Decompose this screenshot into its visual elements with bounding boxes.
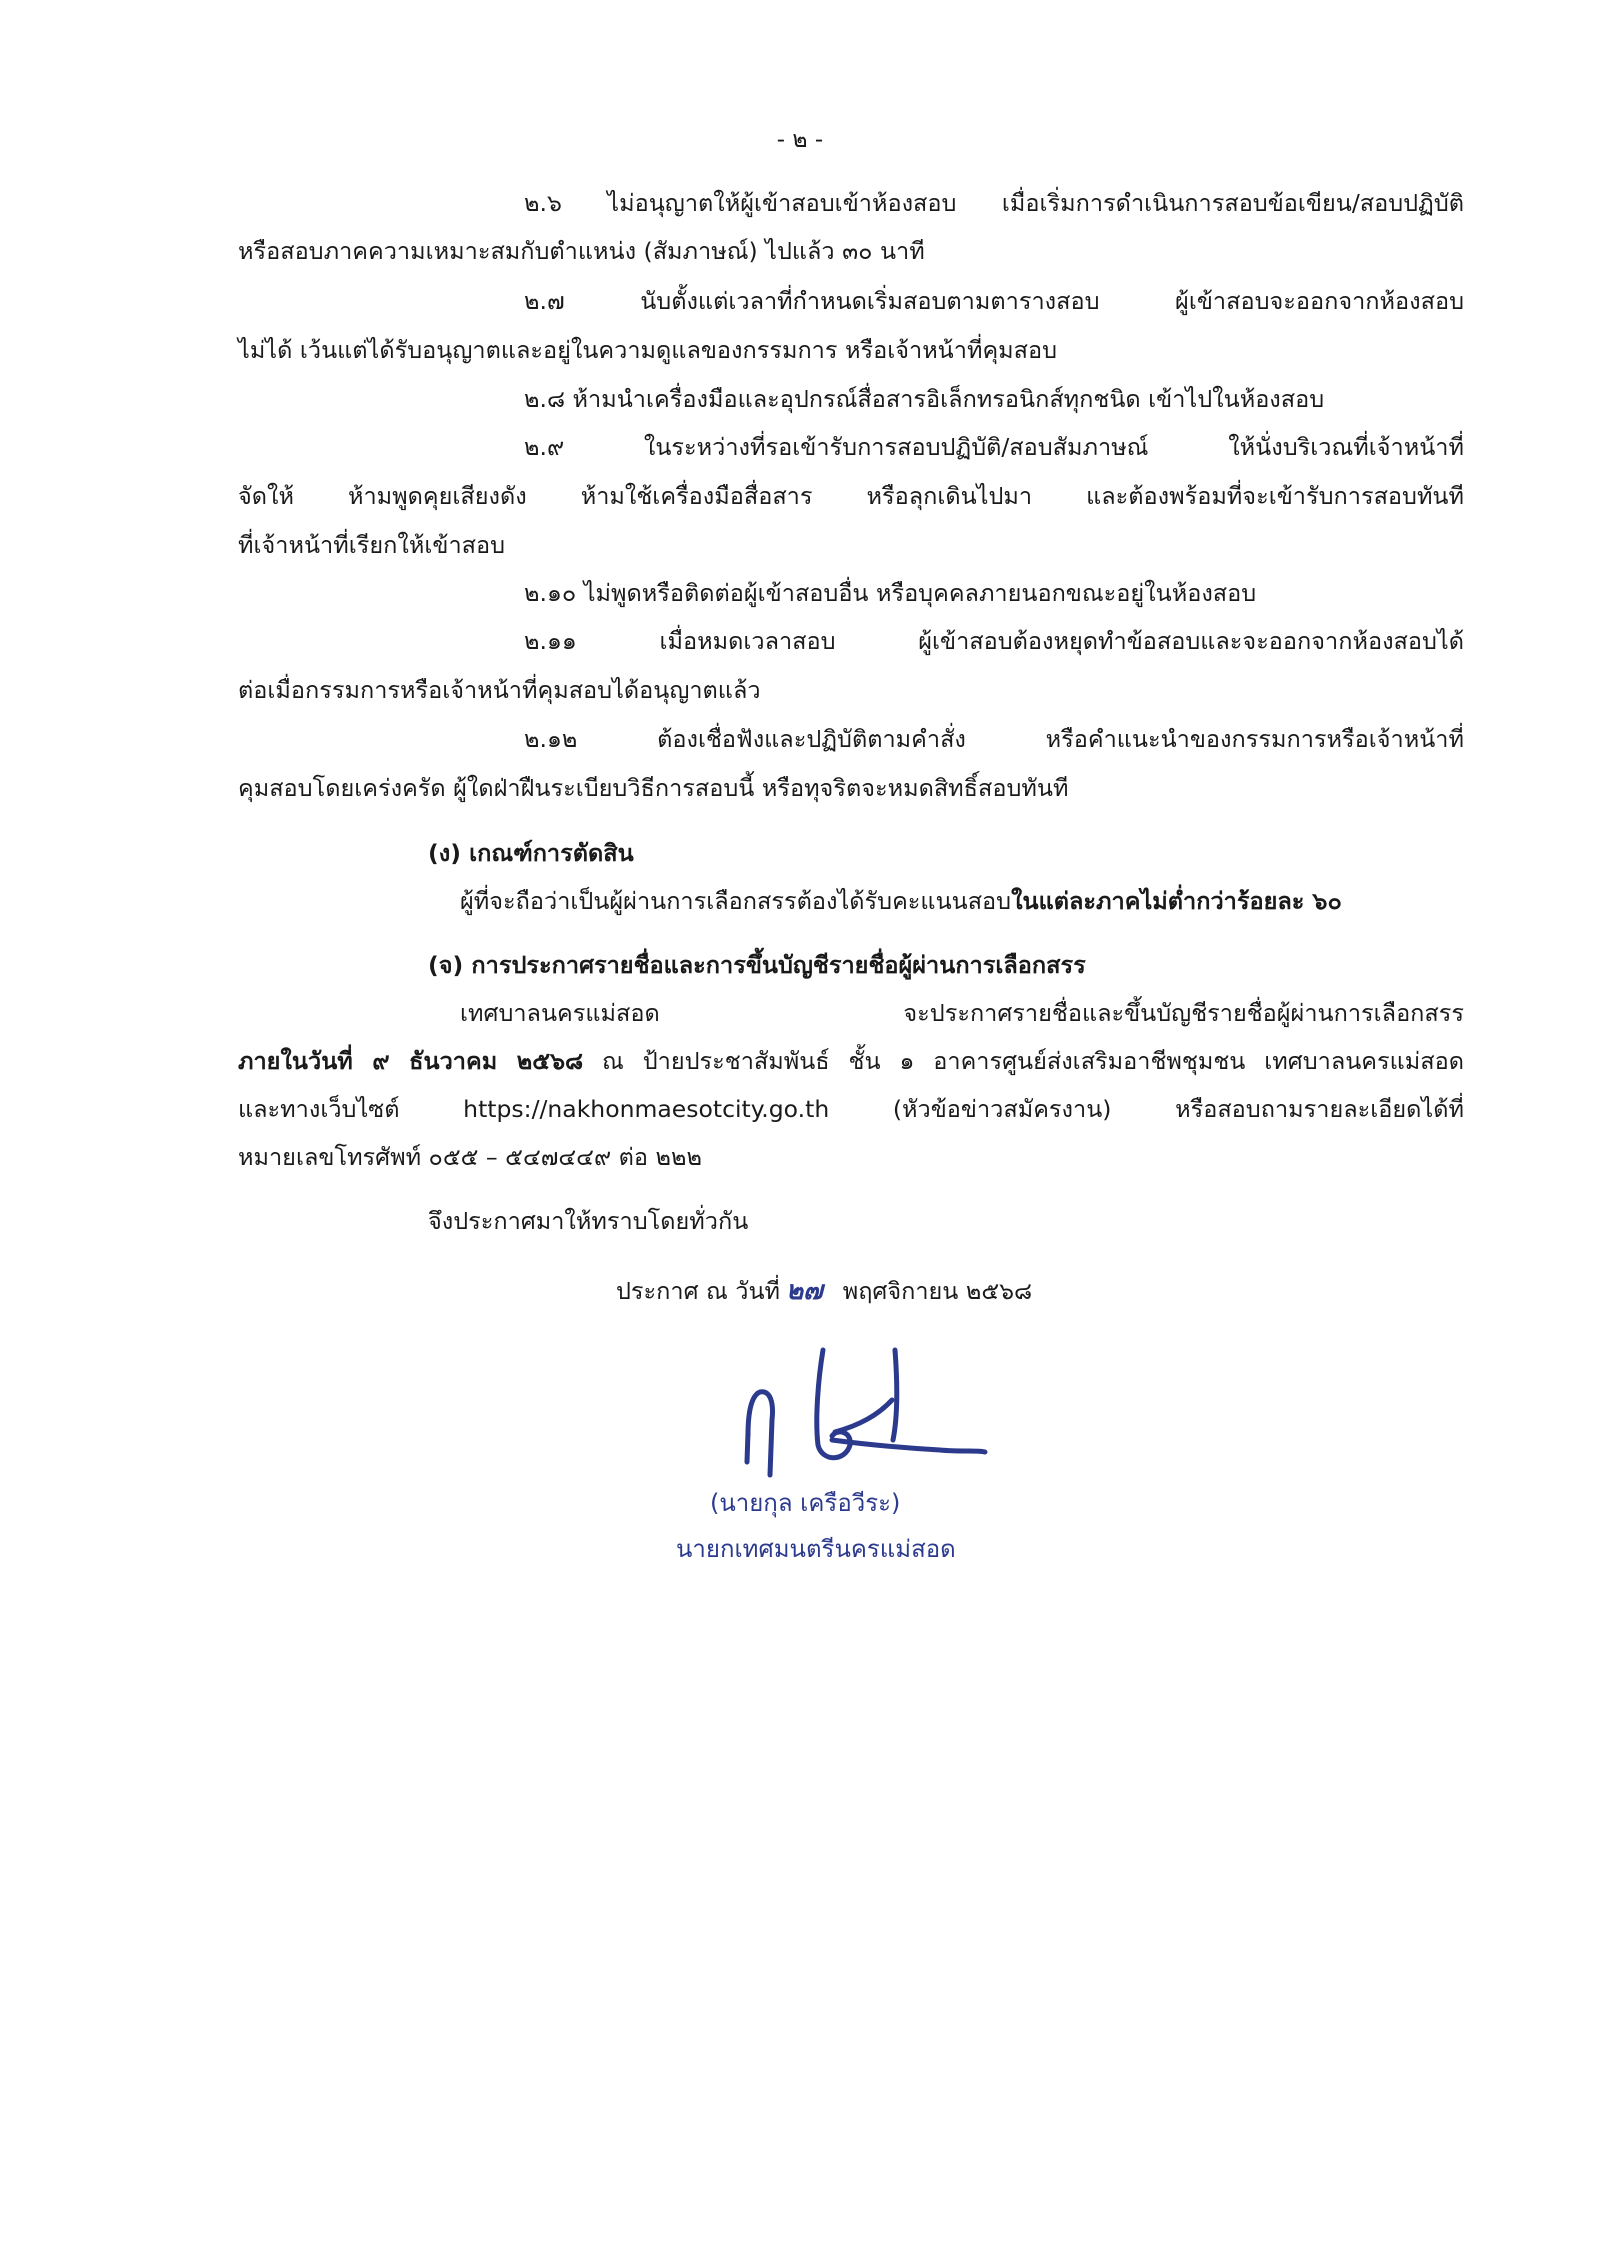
rule-2-11-line-2: ต่อเมื่อกรรมการหรือเจ้าหน้าที่คุมสอบได้อนุญาตแล้ว [238,676,761,704]
section-jo-line-4: หมายเลขโทรศัพท์ ๐๕๕ – ๕๔๗๔๔๙ ต่อ ๒๒๒ [238,1143,702,1171]
section-ng-text-plain: ผู้ที่จะถือว่าเป็นผู้ผ่านการเลือกสรรต้องได้รับคะแนนสอบ [460,887,1012,915]
section-jo-line-3: และทางเว็บไซต์ https://nakhonmaesotcity.go.th (หัวข้อข่าวสมัครงาน) หรือสอบถามรายละเอียดได้ที่ [238,1095,1464,1123]
rule-2-12-line-2: คุมสอบโดยเคร่งครัด ผู้ใดฝ่าฝืนระเบียบวิธีการสอบนี้ หรือทุจริตจะหมดสิทธิ์สอบทันที [238,774,1069,802]
announce-month-year: พฤศจิกายน ๒๕๖๘ [842,1277,1033,1305]
announce-day-handwritten: ๒๗ [786,1276,823,1306]
rule-2-7-line-1: ๒.๗ นับตั้งแต่เวลาที่กำหนดเริ่มสอบตามตารางสอบ ผู้เข้าสอบจะออกจากห้องสอบ [524,287,1464,315]
section-jo-line-1: เทศบาลนครแม่สอด จะประกาศรายชื่อและขึ้นบัญชีรายชื่อผู้ผ่านการเลือกสรร [460,999,1464,1027]
signer-title: นายกเทศมนตรีนครแม่สอด [676,1535,956,1563]
rule-2-10-line-1: ๒.๑๐ ไม่พูดหรือติดต่อผู้เข้าสอบอื่น หรือบุคคลภายนอกขณะอยู่ในห้องสอบ [524,579,1257,607]
rule-2-9-line-3: ที่เจ้าหน้าที่เรียกให้เข้าสอบ [238,531,506,559]
page-number: - ๒ - [776,127,824,153]
section-jo-date-bold: ภายในวันที่ ๙ ธันวาคม ๒๕๖๘ [238,1047,584,1075]
rule-2-6-line-1: ๒.๖ ไม่อนุญาตให้ผู้เข้าสอบเข้าห้องสอบ เมื่อเริ่มการดำเนินการสอบข้อเขียน/สอบปฏิบัติ [524,189,1464,217]
rule-2-7-line-2: ไม่ได้ เว้นแต่ได้รับอนุญาตและอยู่ในความดูแลของกรรมการ หรือเจ้าหน้าที่คุมสอบ [238,336,1058,364]
section-jo-line-2-rest: ณ ป้ายประชาสัมพันธ์ ชั้น ๑ อาคารศูนย์ส่งเสริมอาชีพชุมชน เทศบาลนครแม่สอด [583,1047,1464,1075]
section-jo-heading: (จ) การประกาศรายชื่อและการขึ้นบัญชีรายชื่อผู้ผ่านการเลือกสรร [428,951,1086,979]
rule-2-12-line-1: ๒.๑๒ ต้องเชื่อฟังและปฏิบัติตามคำสั่ง หรือคำแนะนำของกรรมการหรือเจ้าหน้าที่ [524,725,1464,753]
closing-statement: จึงประกาศมาให้ทราบโดยทั่วกัน [428,1207,749,1235]
rule-2-8-line-1: ๒.๘ ห้ามนำเครื่องมือและอุปกรณ์สื่อสารอิเล็กทรอนิกส์ทุกชนิด เข้าไปในห้องสอบ [524,385,1325,413]
rule-2-9-line-2: จัดให้ ห้ามพูดคุยเสียงดัง ห้ามใช้เครื่องมือสื่อสาร หรือลุกเดินไปมา และต้องพร้อมที่จะเข้ารับการสอบทันที [238,482,1464,510]
section-ng-heading: (ง) เกณฑ์การตัดสิน [428,839,634,867]
rule-2-11-line-1: ๒.๑๑ เมื่อหมดเวลาสอบ ผู้เข้าสอบต้องหยุดทำข้อสอบและจะออกจากห้องสอบได้ [524,627,1464,655]
announce-prefix: ประกาศ ณ วันที่ [616,1277,780,1305]
section-ng-text-bold: ในแต่ละภาคไม่ต่ำกว่าร้อยละ ๖๐ [1011,887,1342,915]
signer-name: (นายกุล เครือวีระ) [710,1489,901,1517]
rule-2-6-line-2: หรือสอบภาคความเหมาะสมกับตำแหน่ง (สัมภาษณ์) ไปแล้ว ๓๐ นาที [238,237,925,265]
rule-2-9-line-1: ๒.๙ ในระหว่างที่รอเข้ารับการสอบปฏิบัติ/สอบสัมภาษณ์ ให้นั่งบริเวณที่เจ้าหน้าที่ [524,433,1464,461]
